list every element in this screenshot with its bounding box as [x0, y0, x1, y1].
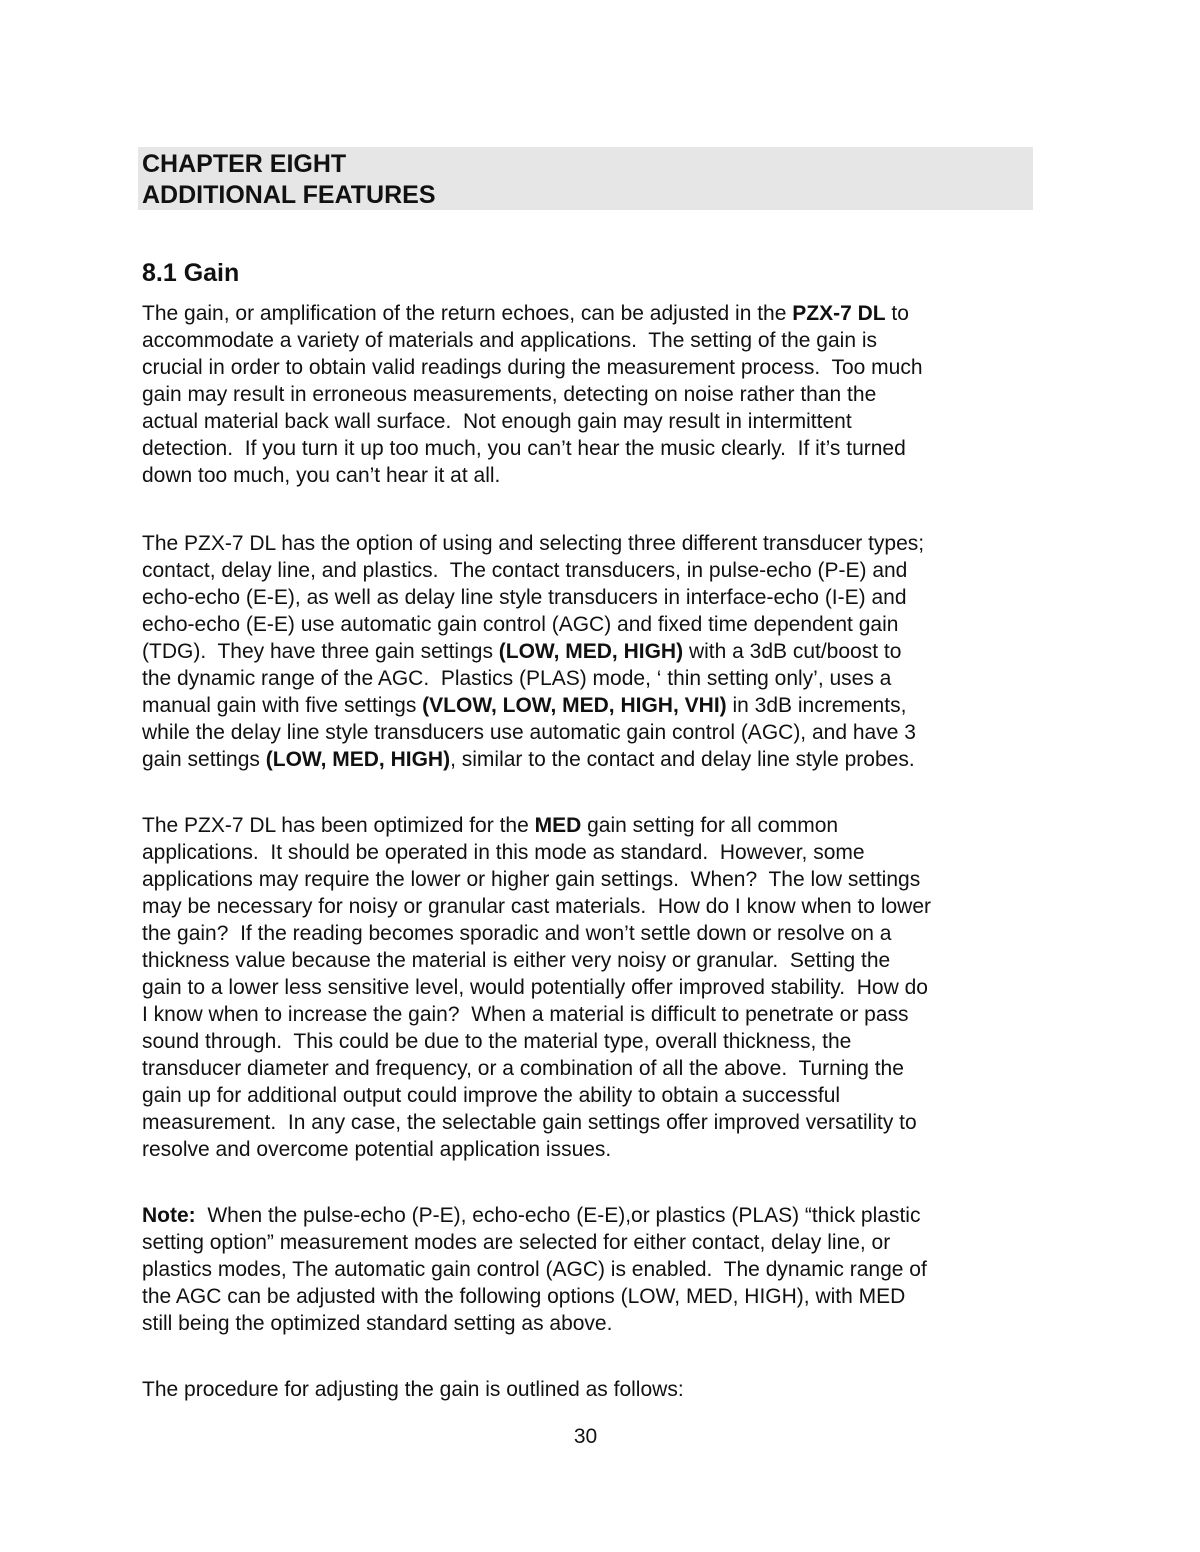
text-line [142, 746, 1042, 773]
text-run: resolve and overcome potential application issues. [142, 1138, 612, 1161]
text-line [142, 893, 1042, 920]
chapter-number: CHAPTER EIGHT [142, 150, 347, 178]
text-line [142, 974, 1042, 1001]
text-run: the dynamic range of the AGC. Plastics (PLAS) mode, ‘ thin setting only’, uses a [142, 667, 892, 690]
text-run: the AGC can be adjusted with the following options (LOW, MED, HIGH), with MED [142, 1285, 906, 1308]
text-run: the gain? If the reading becomes sporadic and won’t settle down or resolve on a [142, 922, 892, 945]
text-run: (TDG). They have three gain settings [142, 640, 499, 663]
paragraph-note [142, 1202, 1042, 1337]
text-line [142, 354, 1042, 381]
text-run: The gain, or amplification of the return echoes, can be adjusted in the [142, 302, 793, 325]
chapter-heading-banner [138, 147, 1033, 210]
text-line [142, 692, 1042, 719]
text-line [142, 408, 1042, 435]
text-line [142, 1001, 1042, 1028]
text-run: gain to a lower less sensitive level, would potentially offer improved stability. How do [142, 976, 928, 999]
text-run: The procedure for adjusting the gain is outlined as follows: [142, 1378, 684, 1401]
text-run: thickness value because the material is either very noisy or granular. Setting the [142, 949, 891, 972]
text-run: measurement. In any case, the selectable gain settings offer improved versatility to [142, 1111, 917, 1134]
text-run: sound through. This could be due to the material type, overall thickness, the [142, 1030, 852, 1053]
text-run: detection. If you turn it up too much, you can’t hear the music clearly. If it’s turned [142, 437, 906, 460]
text-line [142, 611, 1042, 638]
text-line [142, 1082, 1042, 1109]
text-line [142, 719, 1042, 746]
text-run: applications. It should be operated in this mode as standard. However, some [142, 841, 865, 864]
text-run: actual material back wall surface. Not enough gain may result in intermittent [142, 410, 852, 433]
text-run: in 3dB increments, [726, 694, 907, 717]
paragraph-transducer-types [142, 530, 1042, 773]
text-run: transducer diameter and frequency, or a combination of all the above. Turning the [142, 1057, 904, 1080]
text-run: echo-echo (E-E), as well as delay line style transducers in interface-echo (I-E) and [142, 586, 907, 609]
text-run: setting option” measurement modes are selected for either contact, delay line, or [142, 1231, 891, 1254]
text-line [142, 839, 1042, 866]
text-run: The PZX-7 DL has the option of using and selecting three different transducer types; [142, 532, 925, 555]
section-title: 8.1 Gain [142, 259, 240, 287]
text-line [142, 665, 1042, 692]
text-run: may be necessary for noisy or granular cast materials. How do I know when to lower [142, 895, 932, 918]
text-run: down too much, you can’t hear it at all. [142, 464, 501, 487]
text-run: I know when to increase the gain? When a material is difficult to penetrate or pass [142, 1003, 909, 1026]
text-run: , similar to the contact and delay line style probes. [450, 748, 915, 771]
text-line [142, 435, 1042, 462]
bold-text-run: MED [534, 814, 582, 837]
text-line [142, 1055, 1042, 1082]
text-line [142, 1136, 1042, 1163]
text-run: echo-echo (E-E) use automatic gain control (AGC) and fixed time dependent gain [142, 613, 899, 636]
text-line [142, 462, 1042, 489]
text-line [142, 1202, 1042, 1229]
text-line [142, 557, 1042, 584]
text-line [142, 1109, 1042, 1136]
text-line [142, 530, 1042, 557]
text-line [142, 947, 1042, 974]
text-line [142, 300, 1042, 327]
text-run: plastics modes, The automatic gain control (AGC) is enabled. The dynamic range of [142, 1258, 927, 1281]
text-line [142, 920, 1042, 947]
text-run: gain may result in erroneous measurements, detecting on noise rather than the [142, 383, 877, 406]
text-line [142, 1310, 1042, 1337]
text-run: accommodate a variety of materials and applications. The setting of the gain is [142, 329, 878, 352]
text-run: manual gain with five settings [142, 694, 423, 717]
text-line [142, 1376, 1042, 1403]
bold-text-run: Note: [142, 1204, 196, 1227]
text-line [142, 1283, 1042, 1310]
bold-text-run: (VLOW, LOW, MED, HIGH, VHI) [422, 694, 727, 717]
text-line [142, 584, 1042, 611]
text-line [142, 327, 1042, 354]
chapter-title: ADDITIONAL FEATURES [142, 181, 436, 209]
text-run: gain up for additional output could improve the ability to obtain a successful [142, 1084, 841, 1107]
text-run: gain settings [142, 748, 266, 771]
text-line [142, 866, 1042, 893]
text-run: gain setting for all common [581, 814, 839, 837]
text-line [142, 1028, 1042, 1055]
bold-text-run: (LOW, MED, HIGH) [498, 640, 684, 663]
bold-text-run: PZX-7 DL [792, 302, 886, 325]
text-run: with a 3dB cut/boost to [683, 640, 902, 663]
text-line [142, 1256, 1042, 1283]
paragraph-med-setting [142, 812, 1042, 1163]
text-run: When the pulse-echo (P-E), echo-echo (E-E),or plastics (PLAS) “thick plastic [195, 1204, 921, 1227]
text-line [142, 1229, 1042, 1256]
text-line [142, 812, 1042, 839]
text-run: applications may require the lower or higher gain settings. When? The low settings [142, 868, 921, 891]
paragraph-procedure-intro [142, 1376, 1042, 1403]
text-line [142, 381, 1042, 408]
text-run: contact, delay line, and plastics. The contact transducers, in pulse-echo (P-E) and [142, 559, 908, 582]
text-line [142, 638, 1042, 665]
paragraph-gain-intro [142, 300, 1042, 489]
page-number: 30 [573, 1425, 598, 1448]
text-run: still being the optimized standard setting as above. [142, 1312, 613, 1335]
text-run: to [885, 302, 909, 325]
bold-text-run: (LOW, MED, HIGH) [265, 748, 451, 771]
text-run: crucial in order to obtain valid readings during the measurement process. Too much [142, 356, 923, 379]
text-run: while the delay line style transducers use automatic gain control (AGC), and have 3 [142, 721, 916, 744]
text-run: The PZX-7 DL has been optimized for the [142, 814, 535, 837]
